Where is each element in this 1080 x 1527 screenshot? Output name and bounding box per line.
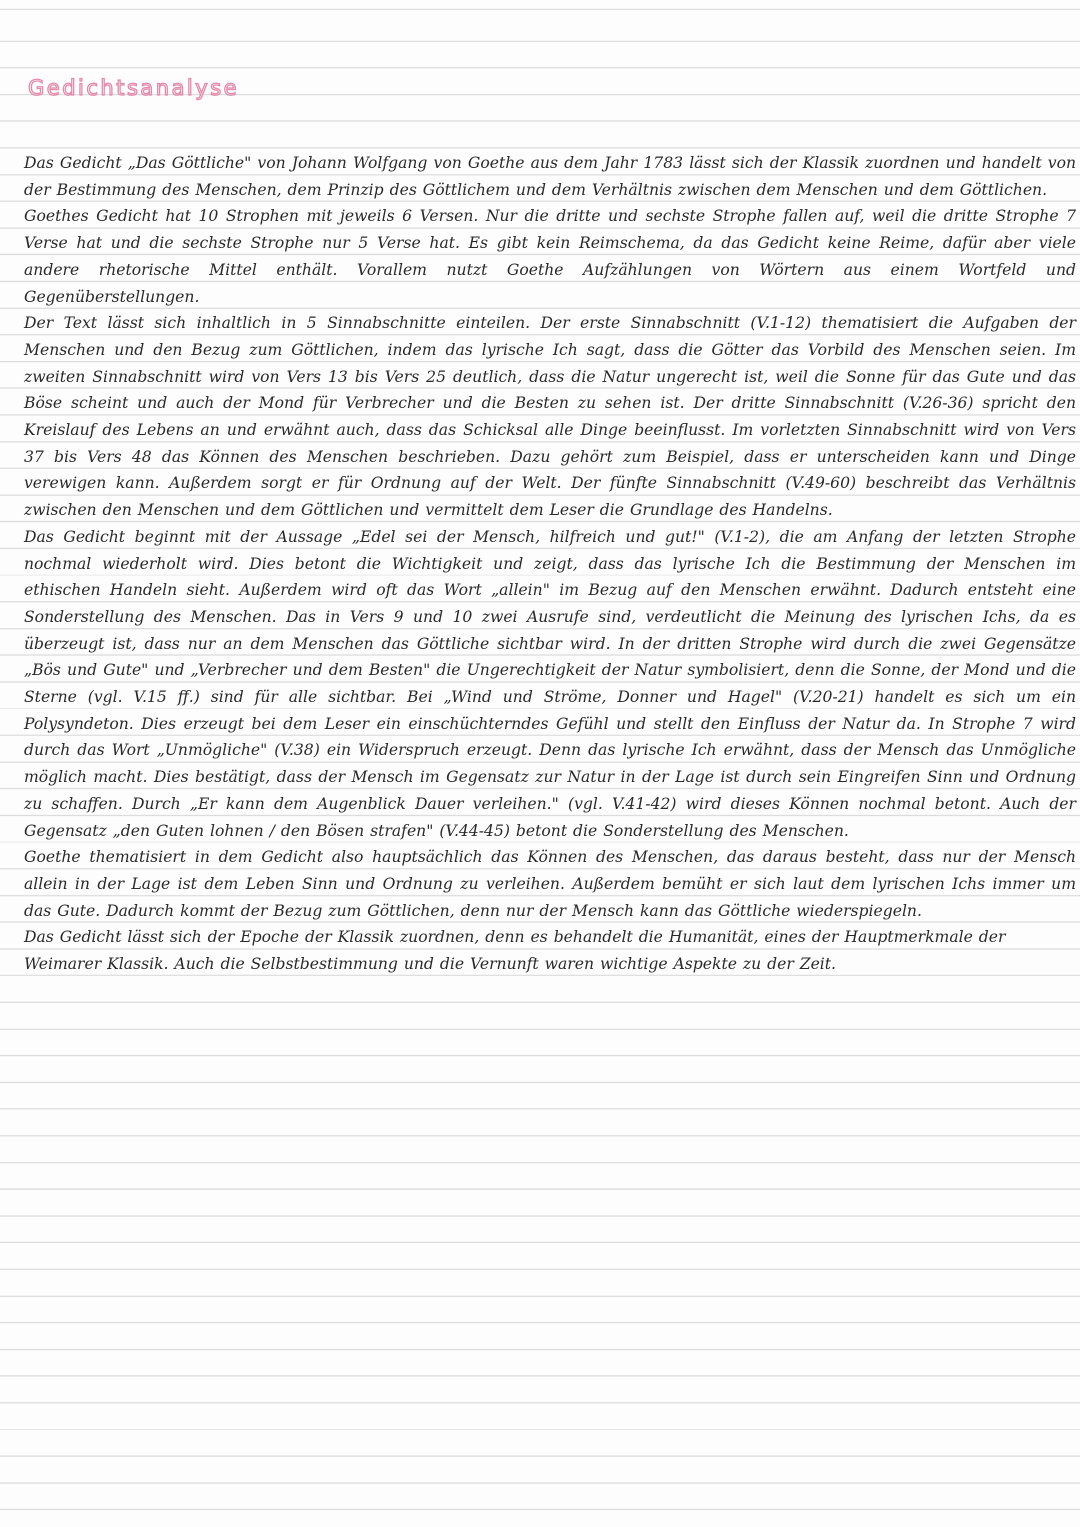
paragraph-conclusion: Goethe thematisiert in dem Gedicht also hauptsächlich das Können des Menschen, das daraus besteht, dass nur der Mensch allein in der Lage ist dem Leben Sinn und Ordnung zu verleihen. Außerdem bemüht er sich laut dem lyrischen Ichs immer um das Gute. Dadurch kommt der Bezug zum Göttlichen, denn nur der Mensch kann das Göttliche wiederspiegeln.: [24, 848, 1076, 920]
page-title: Gedichtsanalyse: [28, 76, 240, 100]
paragraph-form: Goethes Gedicht hat 10 Strophen mit jeweils 6 Versen. Nur die dritte und sechste Strophe fallen auf, weil die dritte Strophe 7 Verse hat und die sechste Strophe nur 5 Verse hat. Es gibt kein Reimschema, da das Gedicht keine Reime, dafür aber viele andere rhetorische Mittel enthält. Vorallem nutzt Goethe Aufzählungen von Wörtern aus einem Wortfeld und Gegenüberstellungen.: [24, 207, 1076, 306]
essay-body: [24, 150, 1076, 978]
paragraph-intro: Das Gedicht „Das Göttliche" von Johann Wolfgang von Goethe aus dem Jahr 1783 lässt sich der Klassik zuordnen und handelt von der Bestimmung des Menschen, dem Prinzip des Göttlichem und dem Verhältnis zwischen dem Menschen und dem Göttlichen.: [24, 154, 1076, 199]
paragraph-epoch: Das Gedicht lässt sich der Epoche der Klassik zuordnen, denn es behandelt die Humanität, eines der Hauptmerkmale der Weimarer Klassik. Auch die Selbstbestimmung und die Vernunft waren wichtige Aspekte zu der Zeit.: [24, 928, 1006, 974]
paragraph-analysis: Das Gedicht beginnt mit der Aussage „Edel sei der Mensch, hilfreich und gut!" (V.1-2), die am Anfang der letzten Strophe nochmal wiederholt wird. Dies betont die Wichtigkeit und zeigt, dass das lyrische Ich die Bestimmung der Menschen im ethischen Handeln sieht. Außerdem wird oft das Wort „allein" im Bezug auf den Menschen erwähnt. Dadurch entsteht eine Sonderstellung des Menschen. Das in Vers 9 und 10 zwei Ausrufe sind, verdeutlicht die Meinung des lyrischen Ichs, da es überzeugt ist, dass nur an dem Menschen das Göttliche sichtbar wird. In der dritten Strophe wird durch die zwei Gegensätze „Bös und Gute" und „Verbrecher und dem Besten" die Ungerechtigkeit der Natur symbolisiert, denn die Sonne, der Mond und die Sterne (vgl. V.15 ff.) sind für alle sichtbar. Bei „Wind und Ströme, Donner und Hagel" (V.20-21) handelt es sich um ein Polysyndeton. Dies erzeugt bei dem Leser ein einschüchterndes Gefühl und stellt den Einfluss der Natur da. In Strophe 7 wird durch das Wort „Unmögliche" (V.38) ein Widerspruch erzeugt. Denn das lyrische Ich erwähnt, dass der Mensch das Unmögliche möglich macht. Dies bestätigt, dass der Mensch im Gegensatz zur Natur in der Lage ist durch sein Eingreifen Sinn und Ordnung zu schaffen. Durch „Er kann dem Augenblick Dauer verleihen." (vgl. V.41-42) wird dieses Können nochmal betont. Auch der Gegensatz „den Guten lohnen / den Bösen strafen" (V.44-45) betont die Sonderstellung des Menschen.: [24, 527, 1076, 840]
paragraph-sections: Der Text lässt sich inhaltlich in 5 Sinnabschnitte einteilen. Der erste Sinnabschnitt (V.1-12) thematisiert die Aufgaben der Menschen und den Bezug zum Göttlichen, indem das lyrische Ich sagt, dass die Götter das Vorbild des Menschen seien. Im zweiten Sinnabschnitt wird von Vers 13 bis Vers 25 deutlich, dass die Natur ungerecht ist, weil die Sonne für das Gute und das Böse scheint und auch der Mond für Verbrecher und die Besten zu sehen ist. Der dritte Sinnabschnitt (V.26-36) spricht den Kreislauf des Lebens an und erwähnt auch, dass das Schicksal alle Dinge beeinflusst. Im vorletzten Sinnabschnitt wird von Vers 37 bis Vers 48 das Können des Menschen beschrieben. Dazu gehört zum Beispiel, dass er unterscheiden kann und Dinge verewigen kann. Außerdem sorgt er für Ordnung auf der Welt. Der fünfte Sinnabschnitt (V.49-60) beschreibt das Verhältnis zwischen den Menschen und dem Göttlichen und vermittelt dem Leser die Grundlage des Handelns.: [24, 314, 1076, 520]
